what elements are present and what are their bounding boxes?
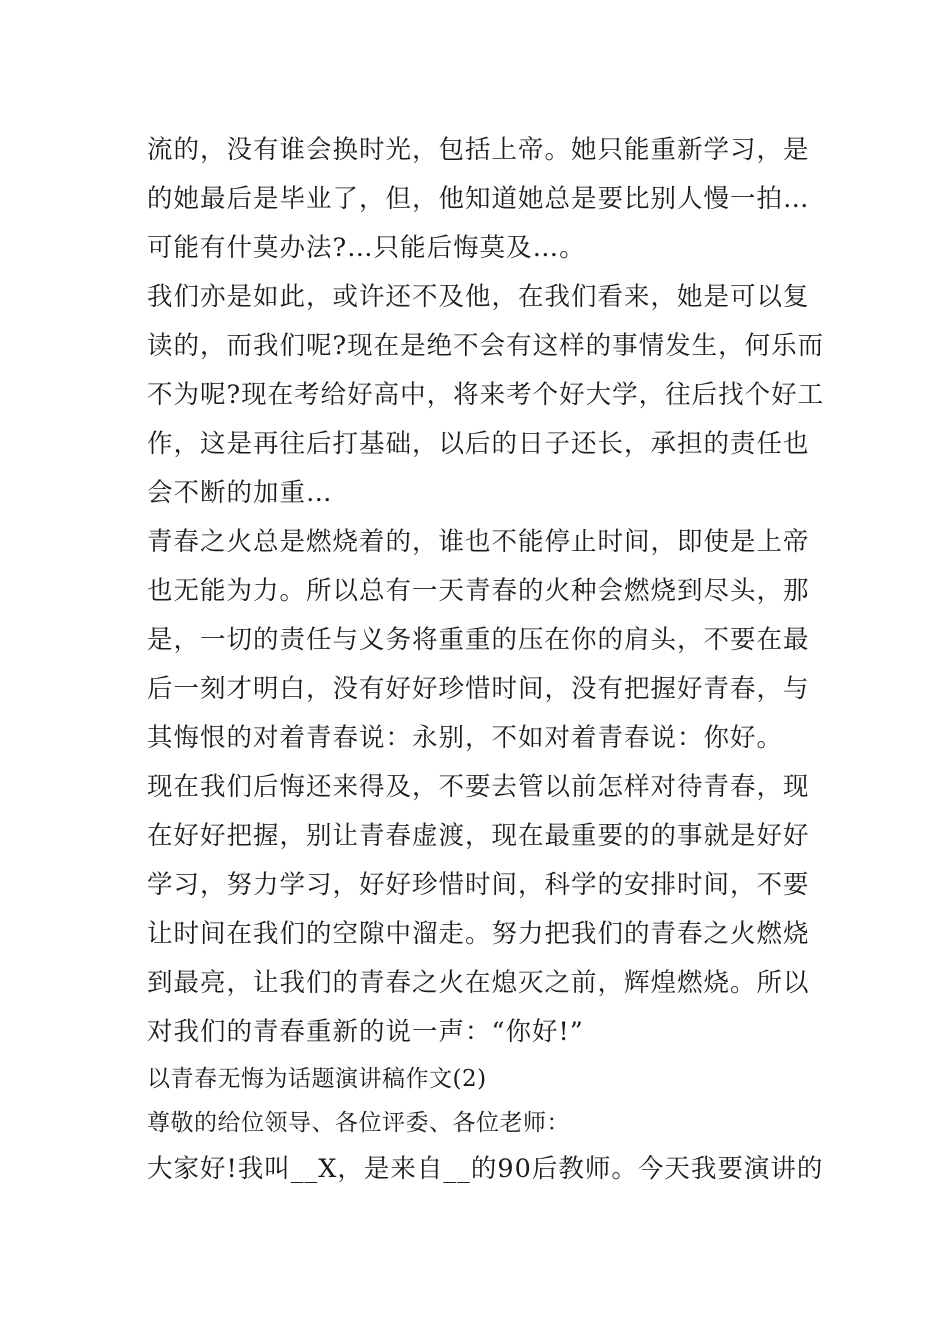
text-line: 不为呢?现在考给好高中，将来考个好大学，往后找个好工 [147,380,825,410]
text-line: 让时间在我们的空隙中溜走。努力把我们的青春之火燃烧 [147,919,810,949]
text-line: 的她最后是毕业了，但，他知道她总是要比别人慢一拍… [147,184,810,214]
paragraph-1 [147,126,817,273]
text-line: 现在我们后悔还来得及，不要去管以前怎样对待青春，现 [147,772,810,802]
text-line: 作，这是再往后打基础，以后的日子还长，承担的责任也 [147,429,810,459]
section-heading: 以青春无悔为话题演讲稿作文(2) [147,1066,487,1092]
document-body [147,126,825,1194]
text-line: 会不断的加重… [147,478,333,508]
text-line: 对我们的青春重新的说一声：“你好!” [147,1017,584,1047]
text-line: 读的，而我们呢?现在是绝不会有这样的事情发生，何乐而 [147,331,825,361]
paragraph-2 [147,273,825,518]
text-line: 可能有什莫办法?…只能后悔莫及…。 [147,233,586,263]
text-line: 也无能为力。所以总有一天青春的火种会燃烧到尽头，那 [147,576,810,606]
salutation: 尊敬的给位领导、各位评委、各位老师： [147,1110,570,1136]
text-line: 流的，没有谁会换时光，包括上帝。她只能重新学习，是 [147,135,810,165]
text-line: 在好好把握，别让青春虚渡，现在最重要的的事就是好好 [147,821,810,851]
paragraph-3 [147,518,817,763]
text-line: 青春之火总是燃烧着的，谁也不能停止时间，即使是上帝 [147,527,810,557]
text-line: 是，一切的责任与义务将重重的压在你的肩头，不要在最 [147,625,810,655]
text-line: 到最亮，让我们的青春之火在熄灭之前，辉煌燃烧。所以 [147,968,810,998]
intro-line: 大家好!我叫__X，是来自__的90后教师。今天我要演讲的 [147,1154,824,1184]
text-line: 我们亦是如此，或许还不及他，在我们看来，她是可以复 [147,282,810,312]
text-line: 学习，努力学习，好好珍惜时间，科学的安排时间，不要 [147,870,810,900]
paragraph-4 [147,763,817,1057]
text-line: 其悔恨的对着青春说：永别，不如对着青春说：你好。 [147,723,784,753]
text-line: 后一刻才明白，没有好好珍惜时间，没有把握好青春，与 [147,674,810,704]
